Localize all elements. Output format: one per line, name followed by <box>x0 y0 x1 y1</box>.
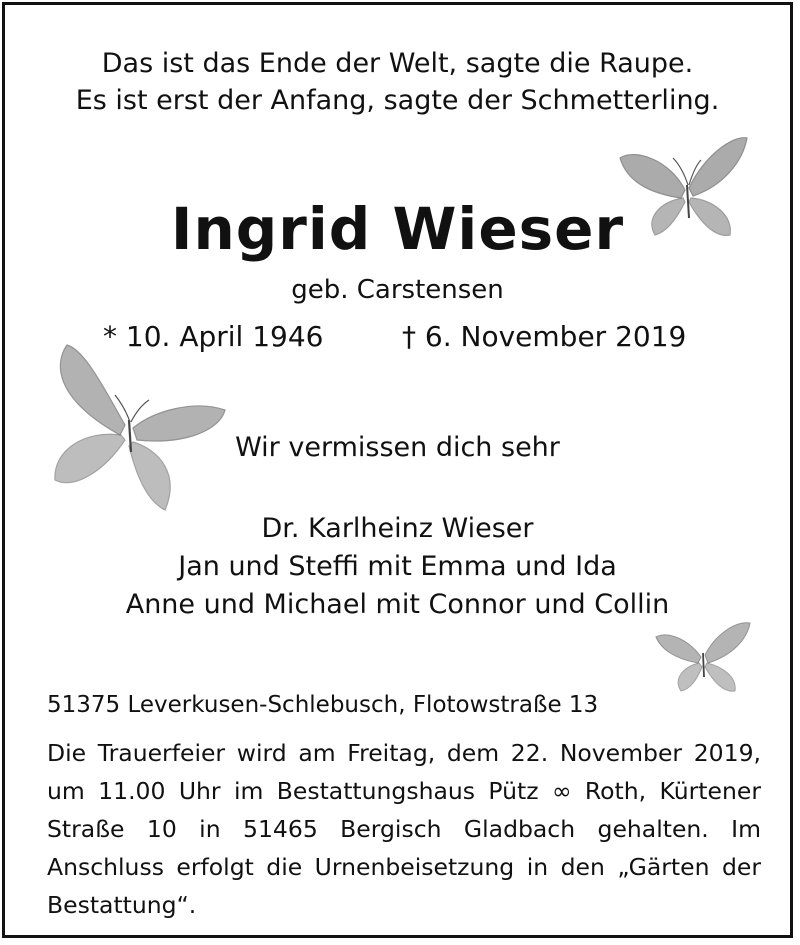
quote-line-1: Das ist das Ende der Welt, sagte die Raupe. <box>101 48 694 79</box>
death-date: † 6. November 2019 <box>402 320 687 353</box>
address: 51375 Leverkusen-Schlebusch, Flotowstraße 13 <box>47 692 599 718</box>
butterfly-icon <box>653 617 753 699</box>
obituary-frame <box>2 2 793 938</box>
quote <box>5 45 790 119</box>
family-member: Anne und Michael mit Connor und Collin <box>125 589 670 620</box>
message: Wir vermissen dich sehr <box>235 432 560 463</box>
deceased-name: Ingrid Wieser <box>170 195 625 263</box>
family-member: Dr. Karlheinz Wieser <box>261 513 534 544</box>
birth-name: geb. Carstensen <box>291 275 504 305</box>
family-list <box>5 510 790 624</box>
quote-line-2: Es ist erst der Anfang, sagte der Schmetterling. <box>75 85 720 116</box>
funeral-notice: Die Trauerfeier wird am Freitag, dem 22. November 2019, um 11.00 Uhr im Bestattungshaus Pütz ∞ Roth, Kürtener Straße 10 in 51465 Bergisch Gladbach gehalten. Im Anschluss erfolgt die Urnenbeisetzung in den „Gärten der Bestattung“. <box>47 739 761 919</box>
birth-date: * 10. April 1946 <box>103 320 324 353</box>
family-member: Jan und Steffi mit Emma und Ida <box>178 551 617 582</box>
